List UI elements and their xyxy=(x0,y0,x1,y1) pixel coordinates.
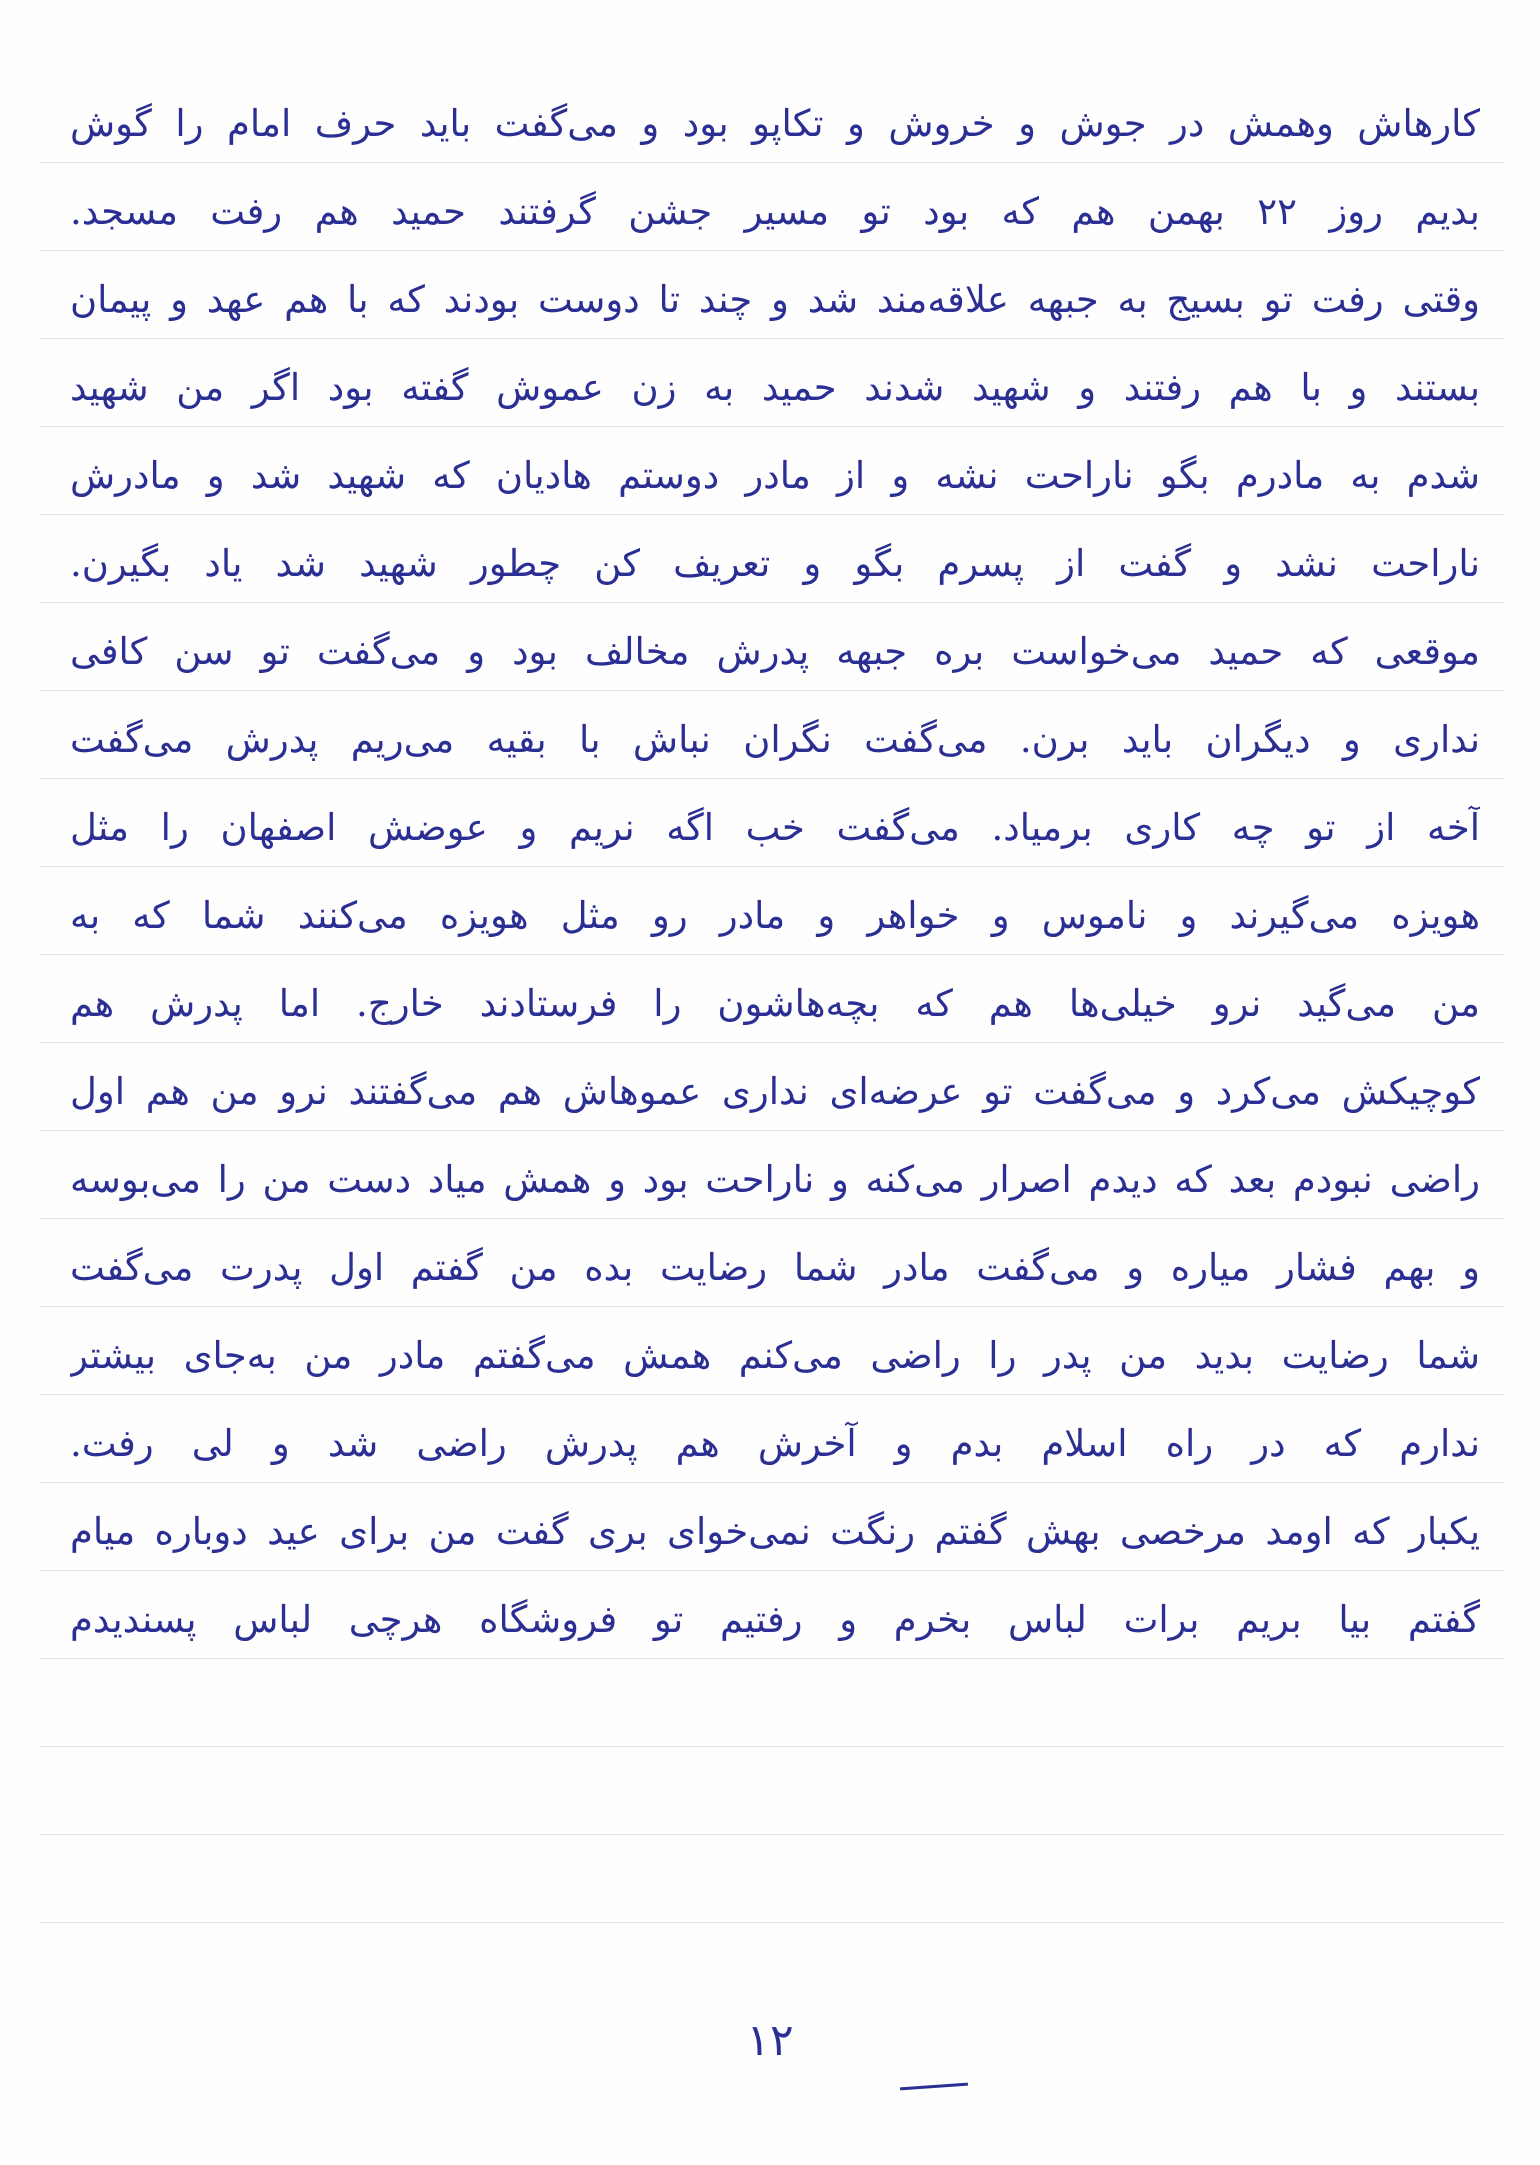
handwritten-line: هویزه می‌گیرند و ناموس و خواهر و مادر رو مثل هویزه می‌کنند شما که به xyxy=(70,894,1480,937)
handwritten-line: نداری و دیگران باید برن. می‌گفت نگران نباش با بقیه می‌ریم پدرش می‌گفت xyxy=(70,718,1480,761)
handwritten-line: موقعی که حمید می‌خواست بره جبهه پدرش مخالف بود و می‌گفت تو سن کافی xyxy=(70,630,1480,673)
ruled-line xyxy=(40,1746,1504,1747)
handwritten-line: بستند و با هم رفتند و شهید شدند حمید به زن عموش گفته بود اگر من شهید xyxy=(70,366,1480,409)
page-number: ۱۲ xyxy=(746,2015,794,2066)
handwritten-line: و بهم فشار میاره و می‌گفت مادر شما رضایت بده من گفتم اول پدرت می‌گفت xyxy=(70,1246,1480,1289)
page-number-underline xyxy=(900,2083,968,2091)
handwritten-line: ناراحت نشد و گفت از پسرم بگو و تعریف کن چطور شهید شد یاد بگیرن. xyxy=(70,542,1480,585)
handwritten-line: شدم به مادرم بگو ناراحت نشه و از مادر دوستم هادیان که شهید شد و مادرش xyxy=(70,454,1480,497)
handwritten-line: وقتی رفت تو بسیج به جبهه علاقه‌مند شد و چند تا دوست بودند که با هم عهد و پیمان xyxy=(70,278,1480,321)
handwritten-line: کوچیکش می‌کرد و می‌گفت تو عرضه‌ای نداری عموهاش هم می‌گفتند نرو من هم اول xyxy=(70,1070,1480,1113)
handwritten-text xyxy=(70,80,1480,1664)
ruled-line xyxy=(40,1922,1504,1923)
handwritten-line: گفتم بیا بریم برات لباس بخرم و رفتیم تو فروشگاه هرچی لباس پسندیدم xyxy=(70,1598,1480,1641)
handwritten-line: من می‌گید نرو خیلی‌ها هم که بچه‌هاشون را فرستادند خارج. اما پدرش هم xyxy=(70,982,1480,1025)
handwritten-line: بدیم روز ۲۲ بهمن هم که بود تو مسیر جشن گرفتند حمید هم رفت مسجد. xyxy=(70,190,1480,233)
ruled-line xyxy=(40,1834,1504,1835)
handwritten-line: کارهاش وهمش در جوش و خروش و تکاپو بود و می‌گفت باید حرف امام را گوش xyxy=(70,102,1480,145)
handwritten-line: یکبار که اومد مرخصی بهش گفتم رنگت نمی‌خوای بری گفت من برای عید دوباره میام xyxy=(70,1510,1480,1553)
handwritten-line: راضی نبودم بعد که دیدم اصرار می‌کنه و ناراحت بود و همش میاد دست من را می‌بوسه xyxy=(70,1158,1480,1201)
handwritten-line: ندارم که در راه اسلام بدم و آخرش هم پدرش راضی شد و لی رفت. xyxy=(70,1422,1480,1465)
handwritten-line: آخه از تو چه کاری برمیاد. می‌گفت خب اگه نریم و عوضش اصفهان را مثل xyxy=(70,806,1480,849)
handwritten-line: شما رضایت بدید من پدر را راضی می‌کنم همش می‌گفتم مادر من به‌جای بیشتر xyxy=(70,1334,1480,1377)
